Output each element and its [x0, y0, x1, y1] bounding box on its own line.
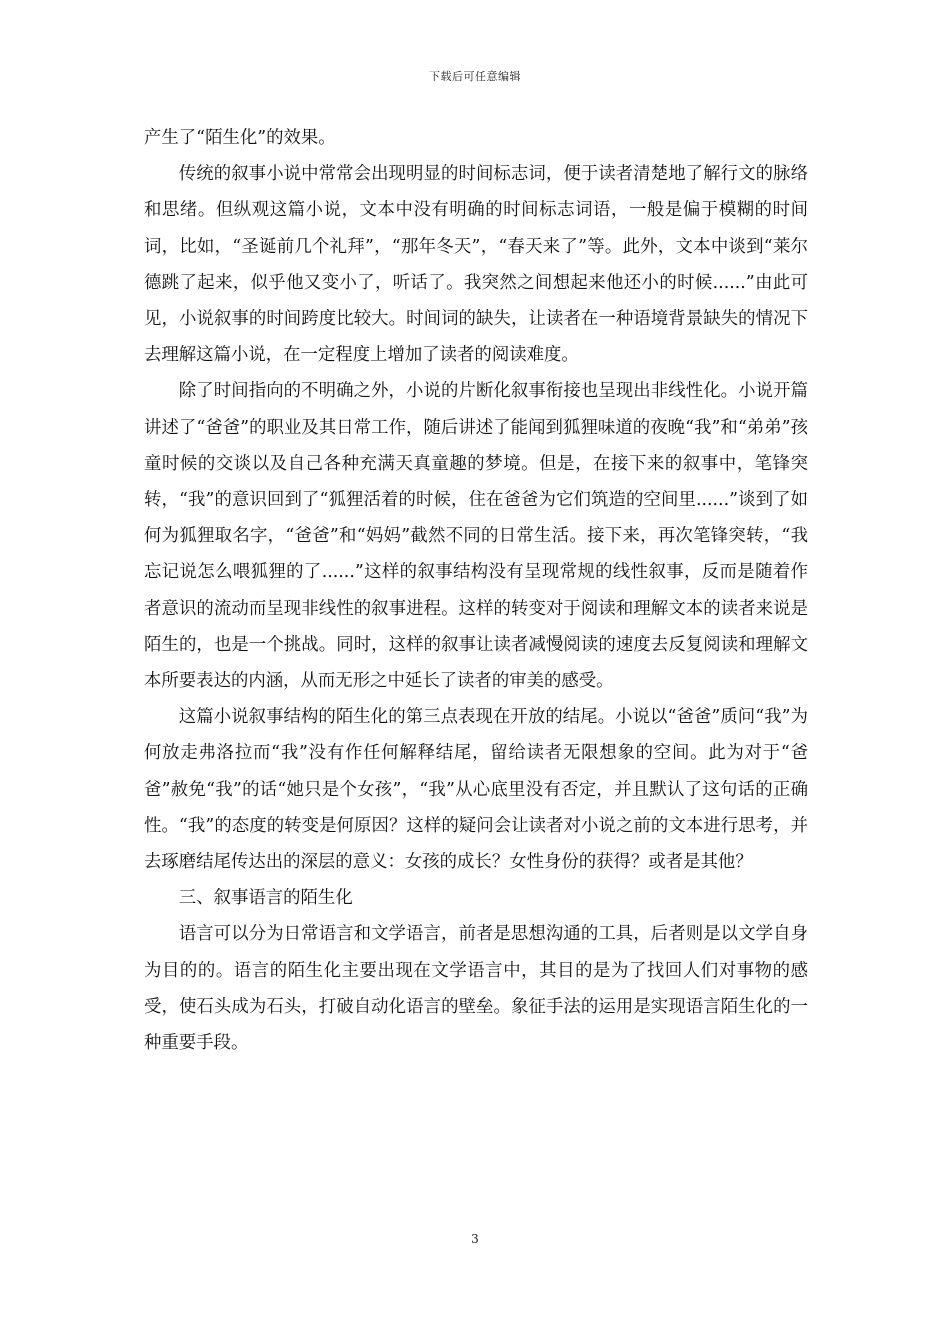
paragraph-1: 产生了“陌生化”的效果。: [144, 128, 336, 148]
body-text: [144, 120, 808, 1061]
paragraph-3: 除了时间指向的不明确之外，小说的片断化叙事衔接也呈现出非线性化。小说开篇讲述了“爸爸”的职业及其日常工作，随后讲述了能闻到狐狸味道的夜晚“我”和“弟弟”孩童时候的交谈以及自己各种充满天真童趣的梦境。但是，在接下来的叙事中，笔锋突转，“我”的意识回到了“狐狸活着的时候，住在爸爸为它们筑造的空间里......”谈到了如何为狐狸取名字，“爸爸”和“妈妈”截然不同的日常生活。接下来，再次笔锋突转，“我忘记说怎么喂狐狸的了......”这样的叙事结构没有呈现常规的线性叙事，反而是随着作者意识的流动而呈现非线性的叙事进程。这样的转变对于阅读和理解文本的读者来说是陌生的，也是一个挑战。同时，这样的叙事让读者减慢阅读的速度去反复阅读和理解文本所要表达的内涵，从而无形之中延长了读者的审美的感受。: [144, 381, 808, 692]
page-number: 3: [471, 1232, 479, 1246]
page-header: 下载后可任意编辑: [429, 70, 521, 83]
paragraph-5: 语言可以分为日常语言和文学语言，前者是思想沟通的工具，后者则是以文学自身为目的的。语言的陌生化主要出现在文学语言中，其目的是为了找回人们对事物的感受，使石头成为石头，打破自动化语言的壁垒。象征手法的运用是实现语言陌生化的一种重要手段。: [144, 924, 808, 1054]
paragraph-2: 传统的叙事小说中常常会出现明显的时间标志词，便于读者清楚地了解行文的脉络和思绪。但纵观这篇小说，文本中没有明确的时间标志词语，一般是偏于模糊的时间词，比如，“圣诞前几个礼拜”，“那年冬天”，“春天来了”等。此外，文本中谈到“莱尔德跳了起来，似乎他又变小了，听话了。我突然之间想起来他还小的时候......”由此可见，小说叙事的时间跨度比较大。时间词的缺失，让读者在一种语境背景缺失的情况下去理解这篇小说，在一定程度上增加了读者的阅读难度。: [144, 164, 808, 366]
section-heading: 三、叙事语言的陌生化: [178, 888, 353, 909]
paragraph-4: 这篇小说叙事结构的陌生化的第三点表现在开放的结尾。小说以“爸爸”质问“我”为何放走弗洛拉而“我”没有作任何解释结尾，留给读者无限想象的空间。此为对于“爸爸”赦免“我”的话“她只是个女孩”，“我”从心底里没有否定，并且默认了这句话的正确性。“我”的态度的转变是何原因？这样的疑问会让读者对小说之前的文本进行思考，并去琢磨结尾传达出的深层的意义：女孩的成长？女性身份的获得？或者是其他？: [144, 707, 808, 873]
